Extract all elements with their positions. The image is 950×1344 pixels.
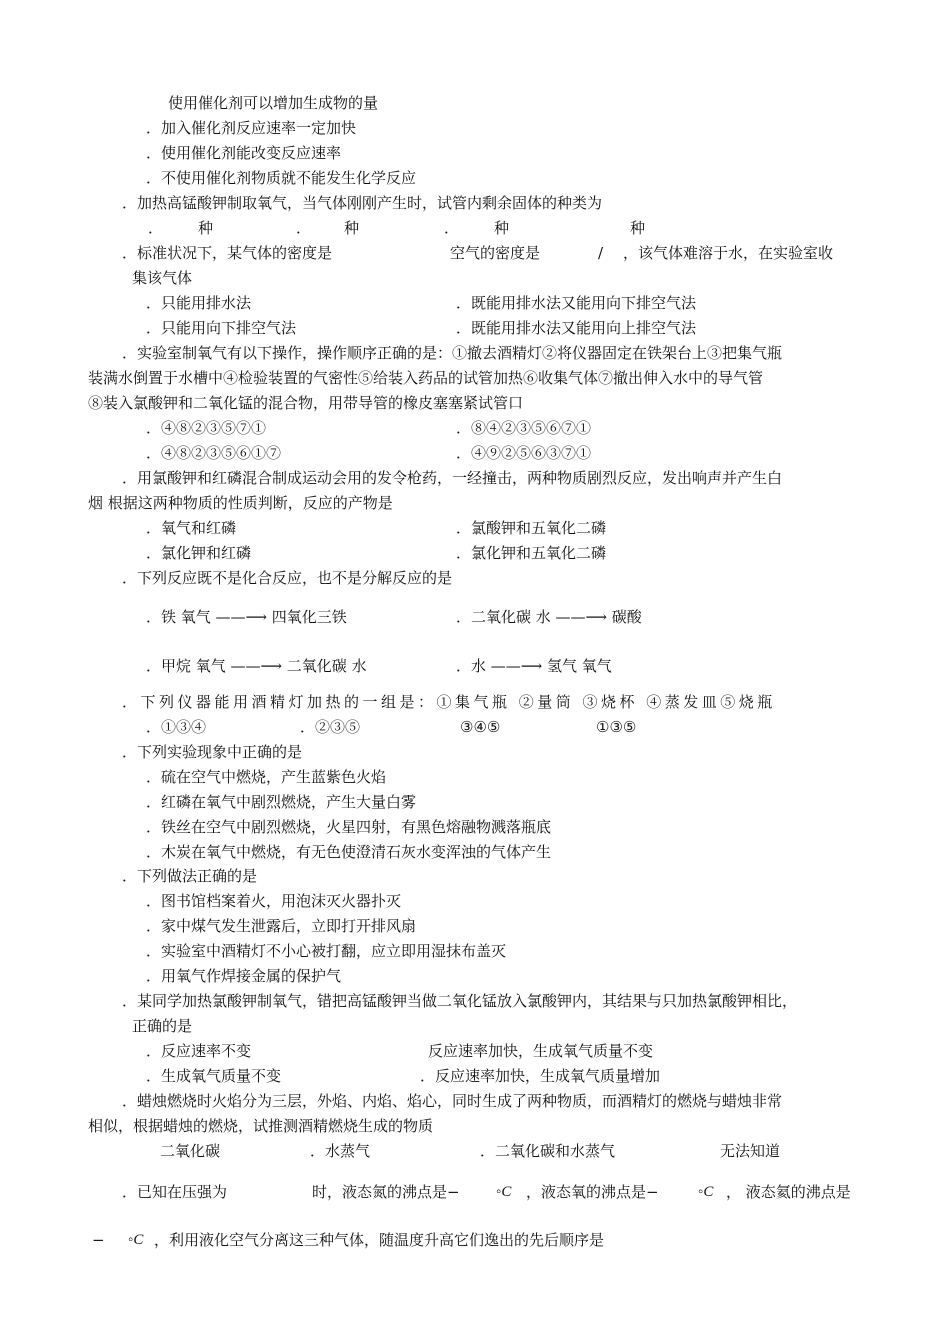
question-text: ．已知在压强为 bbox=[122, 1183, 228, 1201]
option-text: 二氧化碳 bbox=[160, 1142, 221, 1160]
option-text: ． bbox=[296, 219, 312, 237]
question-text: ．加热高锰酸钾制取氧气，当气体刚刚产生时，试管内剩余固体的种类为 bbox=[122, 194, 603, 212]
option-text: ．氯酸钾和五氧化二磷 bbox=[456, 519, 607, 537]
option-text: ．既能用排水法又能用向下排空气法 bbox=[456, 294, 697, 312]
option-text: ．反应速率不变 bbox=[146, 1042, 252, 1060]
option-text: ．④⑧②③⑤⑦① bbox=[146, 419, 267, 437]
question-text: 烟 根据这两种物质的性质判断，反应的产物是 bbox=[88, 494, 393, 512]
option-text: 种 bbox=[630, 219, 646, 237]
option-equation: ．甲烷 氧气 ——⟶ 二氧化碳 水 bbox=[146, 657, 367, 675]
degree-unit: ◦C bbox=[496, 1184, 512, 1200]
option-text: ．既能用排水法又能用向上排空气法 bbox=[456, 319, 697, 337]
option-text: ．④⑨②⑤⑥③⑦① bbox=[456, 444, 592, 462]
option-text: ．二氧化碳和水蒸气 bbox=[480, 1142, 616, 1160]
option-text: ．②③⑤ bbox=[300, 718, 361, 736]
option-text: ．不使用催化剂物质就不能发生化学反应 bbox=[146, 169, 417, 187]
option-text: ．水蒸气 bbox=[310, 1142, 371, 1160]
question-text: ．下列仪器能用酒精灯加热的一组是：①集气瓶 ②量筒 ③烧杯 ④蒸发皿⑤烧瓶 bbox=[122, 693, 776, 711]
option-text: ．家中煤气发生泄露后，立即打开排风扇 bbox=[146, 917, 417, 935]
degree-unit: ◦C bbox=[698, 1184, 714, 1200]
option-text: ．氯化钾和五氧化二磷 bbox=[456, 544, 607, 562]
option-text: ．反应速率加快，生成氧气质量增加 bbox=[420, 1067, 661, 1085]
question-text: ．标准状况下，某气体的密度是 bbox=[122, 244, 333, 262]
question-text: ⑧装入氯酸钾和二氧化锰的混合物，用带导管的橡皮塞塞紧试管口 bbox=[88, 394, 524, 412]
question-text: / bbox=[598, 244, 604, 262]
option-text: ．①③④ bbox=[146, 718, 207, 736]
option-text: ．硫在空气中燃烧，产生蓝紫色火焰 bbox=[146, 768, 387, 786]
option-text: ． bbox=[148, 219, 164, 237]
question-text: 时，液态氮的沸点是− bbox=[312, 1183, 460, 1201]
option-text: ．氧气和红磷 bbox=[146, 519, 237, 537]
question-text: ．下列做法正确的是 bbox=[122, 867, 258, 885]
option-equation: ．二氧化碳 水 ——⟶ 碳酸 bbox=[456, 608, 642, 626]
question-text: 装满水倒置于水槽中④检验装置的气密性⑤给装入药品的试管加热⑥收集气体⑦撤出伸入水中的导气管 bbox=[88, 369, 764, 387]
option-text: ③④⑤ bbox=[460, 718, 501, 736]
question-text: ， 液态氦的沸点是 bbox=[726, 1183, 851, 1201]
question-text: ．实验室制氧气有以下操作，操作顺序正确的是：①撤去酒精灯②将仪器固定在铁架台上③把集气瓶 bbox=[122, 344, 783, 362]
option-text: 种 bbox=[494, 219, 510, 237]
question-text: 空气的密度是 bbox=[450, 244, 541, 262]
question-text: ．下列实验现象中正确的是 bbox=[122, 743, 303, 761]
question-text: 正确的是 bbox=[132, 1017, 193, 1035]
question-text: ．下列反应既不是化合反应，也不是分解反应的是 bbox=[122, 569, 453, 587]
option-text: ．图书馆档案着火，用泡沫灭火器扑灭 bbox=[146, 892, 402, 910]
option-text: ．氯化钾和红磷 bbox=[146, 544, 252, 562]
question-text: ，液态氧的沸点是− bbox=[526, 1183, 659, 1201]
question-text: ，该气体难溶于水，在实验室收 bbox=[623, 244, 834, 262]
option-text: ①③⑤ bbox=[596, 718, 637, 736]
option-text: ．只能用排水法 bbox=[146, 294, 252, 312]
question-text: 集该气体 bbox=[132, 269, 193, 287]
option-text: ．用氧气作焊接金属的保护气 bbox=[146, 967, 342, 985]
option-text: 无法知道 bbox=[720, 1142, 781, 1160]
question-text: ．某同学加热氯酸钾制氧气，错把高锰酸钾当做二氧化锰放入氯酸钾内，其结果与只加热氯酸钾相比， bbox=[122, 992, 798, 1010]
question-text: 相似，根据蜡烛的燃烧，试推测酒精燃烧生成的物质 bbox=[88, 1117, 434, 1135]
question-text: ．用氯酸钾和红磷混合制成运动会用的发令枪药，一经撞击，两种物质剧烈反应，发出响声并产生白 bbox=[122, 469, 783, 487]
option-text: ．红磷在氧气中剧烈燃烧，产生大量白雾 bbox=[146, 793, 417, 811]
option-text: ．只能用向下排空气法 bbox=[146, 319, 297, 337]
option-text: ．木炭在氧气中燃烧，有无色使澄清石灰水变浑浊的气体产生 bbox=[146, 843, 552, 861]
option-text: ．④⑧②③⑤⑥①⑦ bbox=[146, 444, 282, 462]
option-text: ． bbox=[444, 219, 460, 237]
option-text: 种 bbox=[198, 219, 214, 237]
option-equation: ．水 ——⟶ 氢气 氧气 bbox=[456, 657, 612, 675]
question-text: ，利用液化空气分离这三种气体，随温度升高它们逸出的先后顺序是 bbox=[154, 1231, 605, 1249]
question-text: − bbox=[92, 1231, 105, 1249]
option-text: ．加入催化剂反应速率一定加快 bbox=[146, 119, 357, 137]
option-text: 反应速率加快，生成氧气质量不变 bbox=[428, 1042, 654, 1060]
option-text: ．铁丝在空气中剧烈燃烧，火星四射，有黑色熔融物溅落瓶底 bbox=[146, 818, 552, 836]
option-text: ．⑧④②③⑤⑥⑦① bbox=[456, 419, 592, 437]
option-text: ．实验室中酒精灯不小心被打翻，应立即用湿抹布盖灭 bbox=[146, 942, 507, 960]
option-text: 使用催化剂可以增加生成物的量 bbox=[168, 94, 379, 112]
option-equation: ．铁 氧气 ——⟶ 四氧化三铁 bbox=[146, 608, 347, 626]
option-text: 种 bbox=[344, 219, 360, 237]
question-text: ．蜡烛燃烧时火焰分为三层，外焰、内焰、焰心，同时生成了两种物质，而酒精灯的燃烧与蜡烛非常 bbox=[122, 1092, 783, 1110]
option-text: ．使用催化剂能改变反应速率 bbox=[146, 144, 342, 162]
degree-unit: ◦C bbox=[128, 1232, 144, 1248]
option-text: ．生成氧气质量不变 bbox=[146, 1067, 282, 1085]
